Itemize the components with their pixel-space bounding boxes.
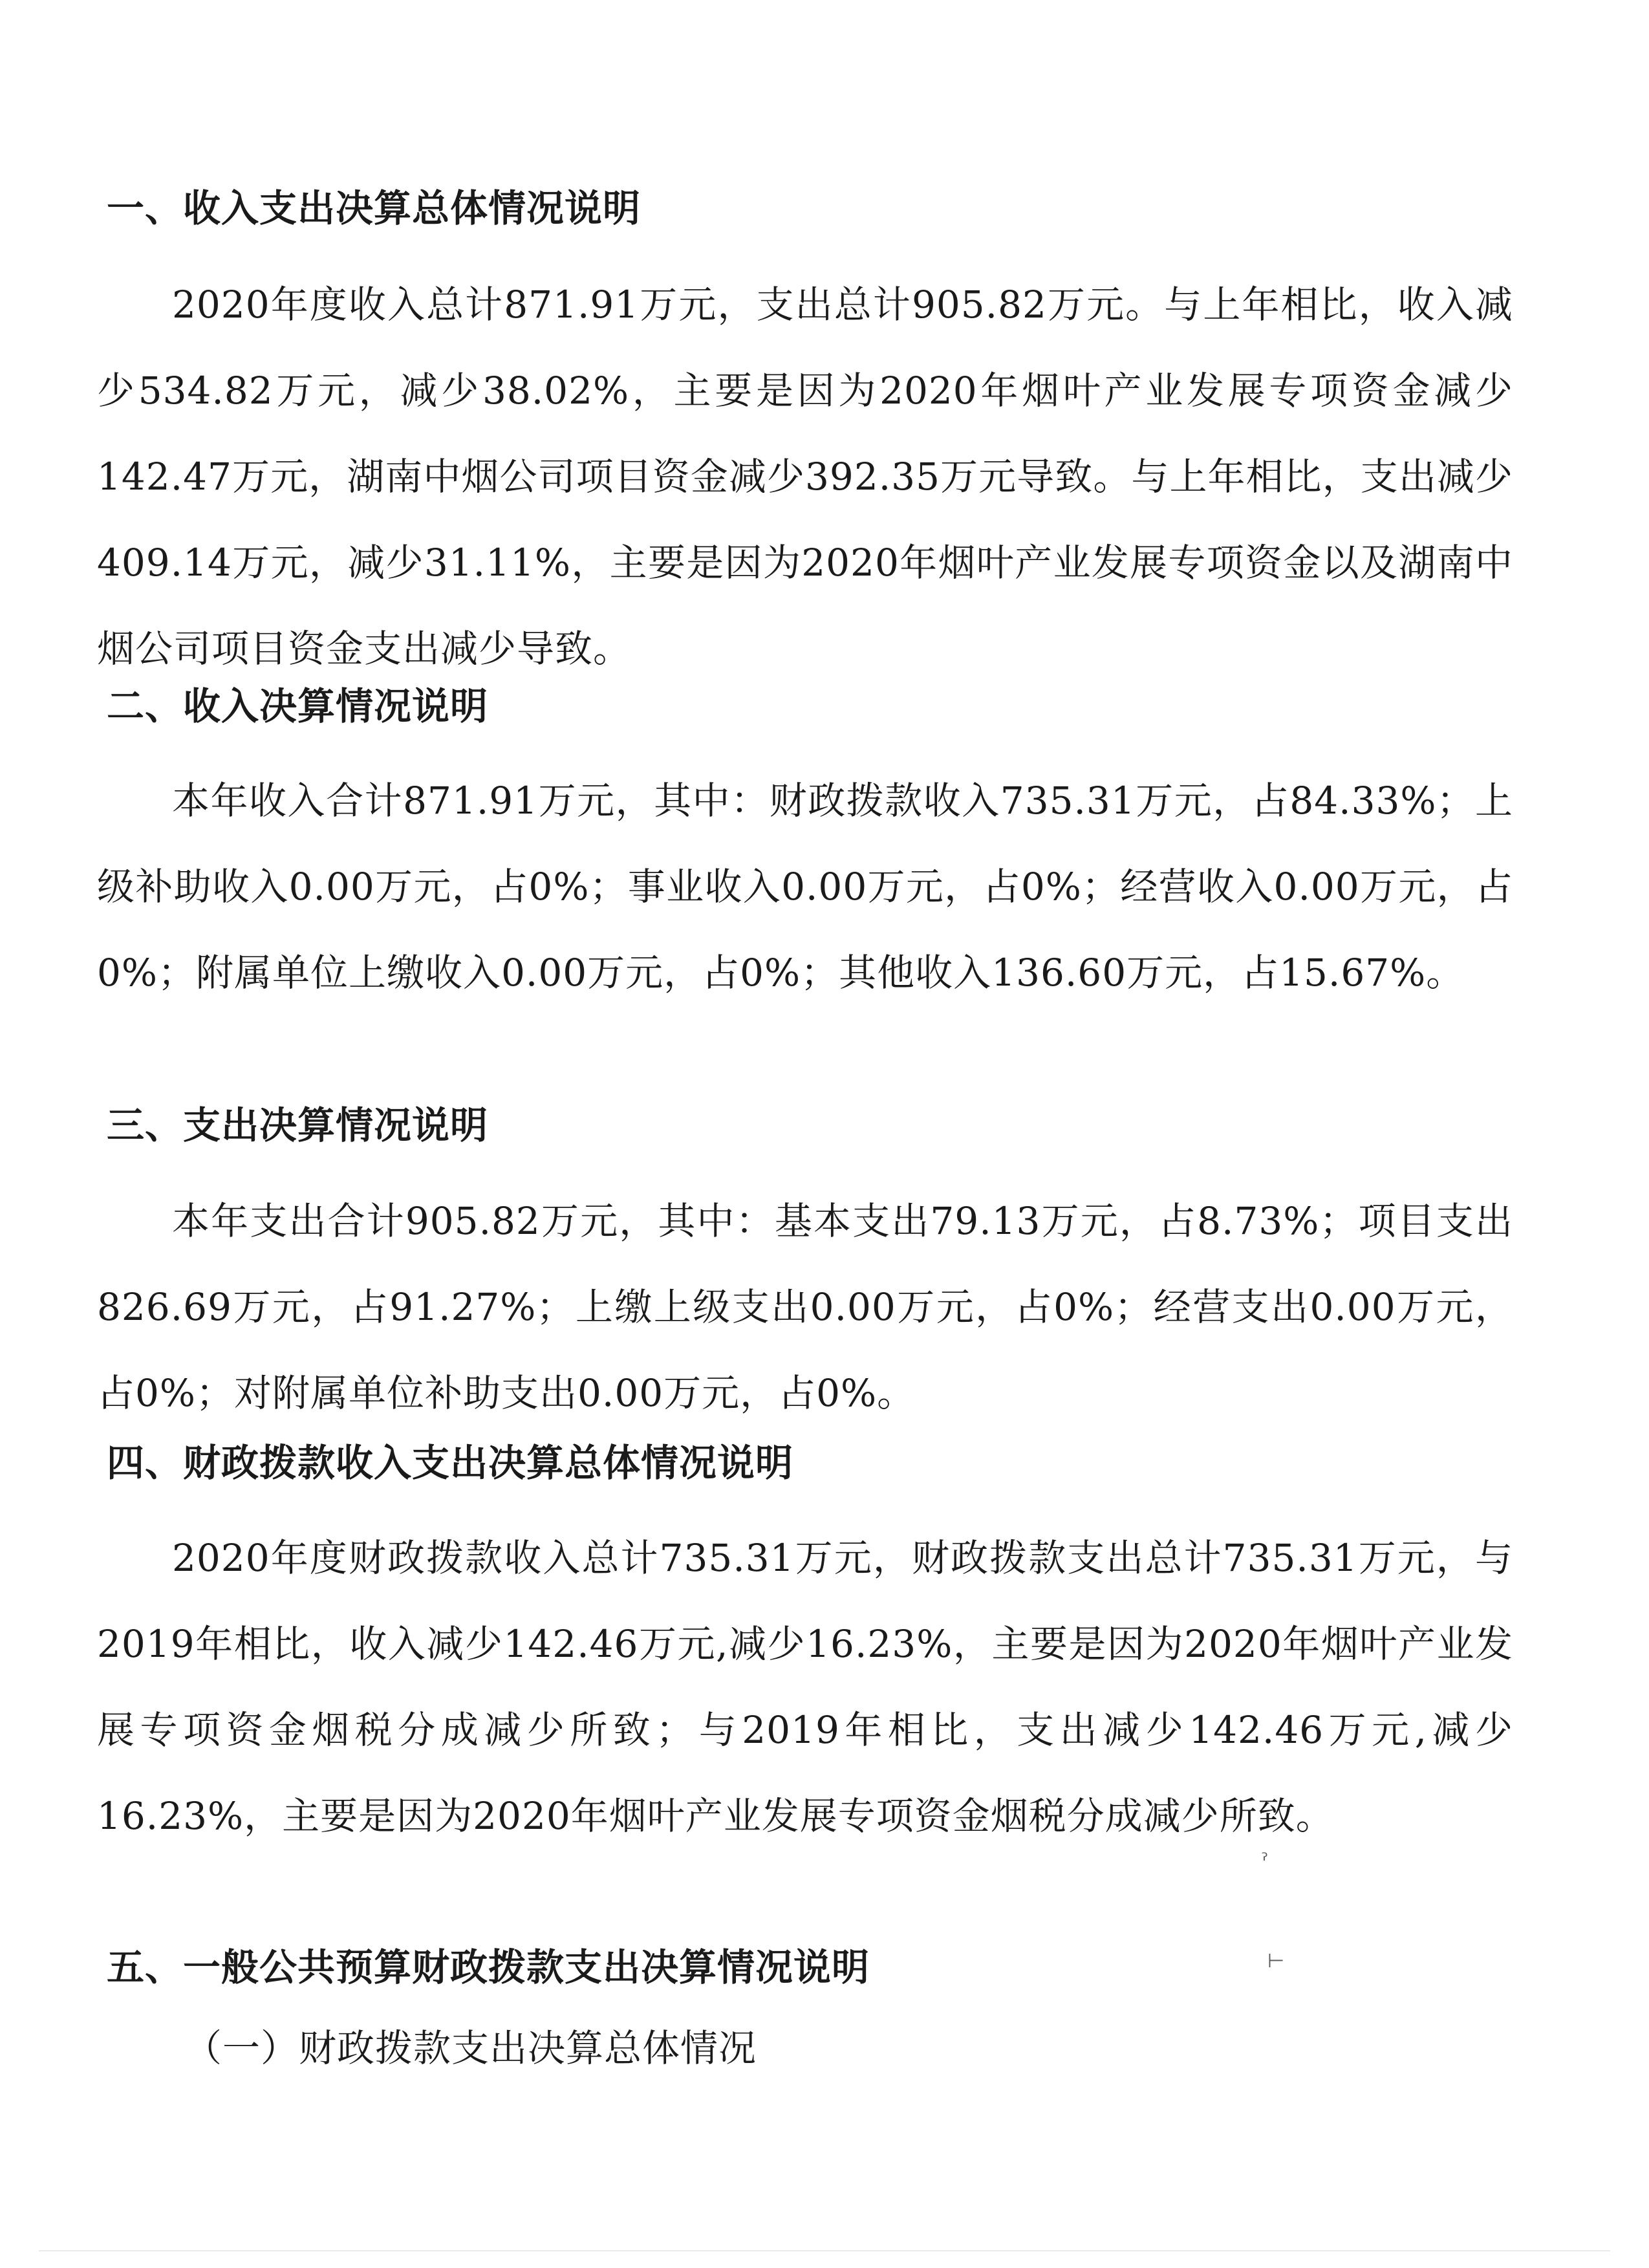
section-3-heading: 三、支出决算情况说明 — [107, 1103, 489, 1147]
section-5-subheading: （一）财政拨款支出决算总体情况 — [184, 2026, 757, 2070]
section-2-paragraph: 本年收入合计871.91万元，其中：财政拨款收入735.31万元，占84.33%；上级补助收入0.00万元，占0%；事业收入0.00万元，占0%；经营收入0.00万元，占0%；附属单位上缴收入0.00万元，占0%；其他收入136.60万元，占15.67%。 — [97, 779, 1513, 995]
scan-mark: ⊢ — [1267, 1950, 1285, 1972]
section-4-paragraph: 2020年度财政拨款收入总计735.31万元，财政拨款支出总计735.31万元，与2019年相比，收入减少142.46万元,减少16.23%，主要是因为2020年烟叶产业发展专项资金烟税分成减少所致；与2019年相比，支出减少142.46万元,减少16.23%，主要是因为2020年烟叶产业发展专项资金烟税分成减少所致。 — [97, 1536, 1513, 1838]
section-1-heading: 一、收入支出决算总体情况说明 — [107, 186, 641, 230]
section-5-heading: 五、一般公共预算财政拨款支出决算情况说明 — [107, 1945, 870, 1989]
section-4-heading: 四、财政拨款收入支出决算总体情况说明 — [107, 1441, 794, 1485]
scan-mark: ˀ — [1261, 1850, 1269, 1872]
section-1-paragraph: 2020年度收入总计871.91万元，支出总计905.82万元。与上年相比，收入减少534.82万元，减少38.02%，主要是因为2020年烟叶产业发展专项资金减少142.47万元，湖南中烟公司项目资金减少392.35万元导致。与上年相比，支出减少409.14万元，减少31.11%，主要是因为2020年烟叶产业发展专项资金以及湖南中烟公司项目资金支出减少导致。 — [97, 283, 1513, 671]
section-2-heading: 二、收入决算情况说明 — [107, 684, 489, 728]
section-3-paragraph: 本年支出合计905.82万元，其中：基本支出79.13万元，占8.73%；项目支出826.69万元，占91.27%；上缴上级支出0.00万元，占0%；经营支出0.00万元，占0%；对附属单位补助支出0.00万元，占0%。 — [97, 1199, 1513, 1415]
